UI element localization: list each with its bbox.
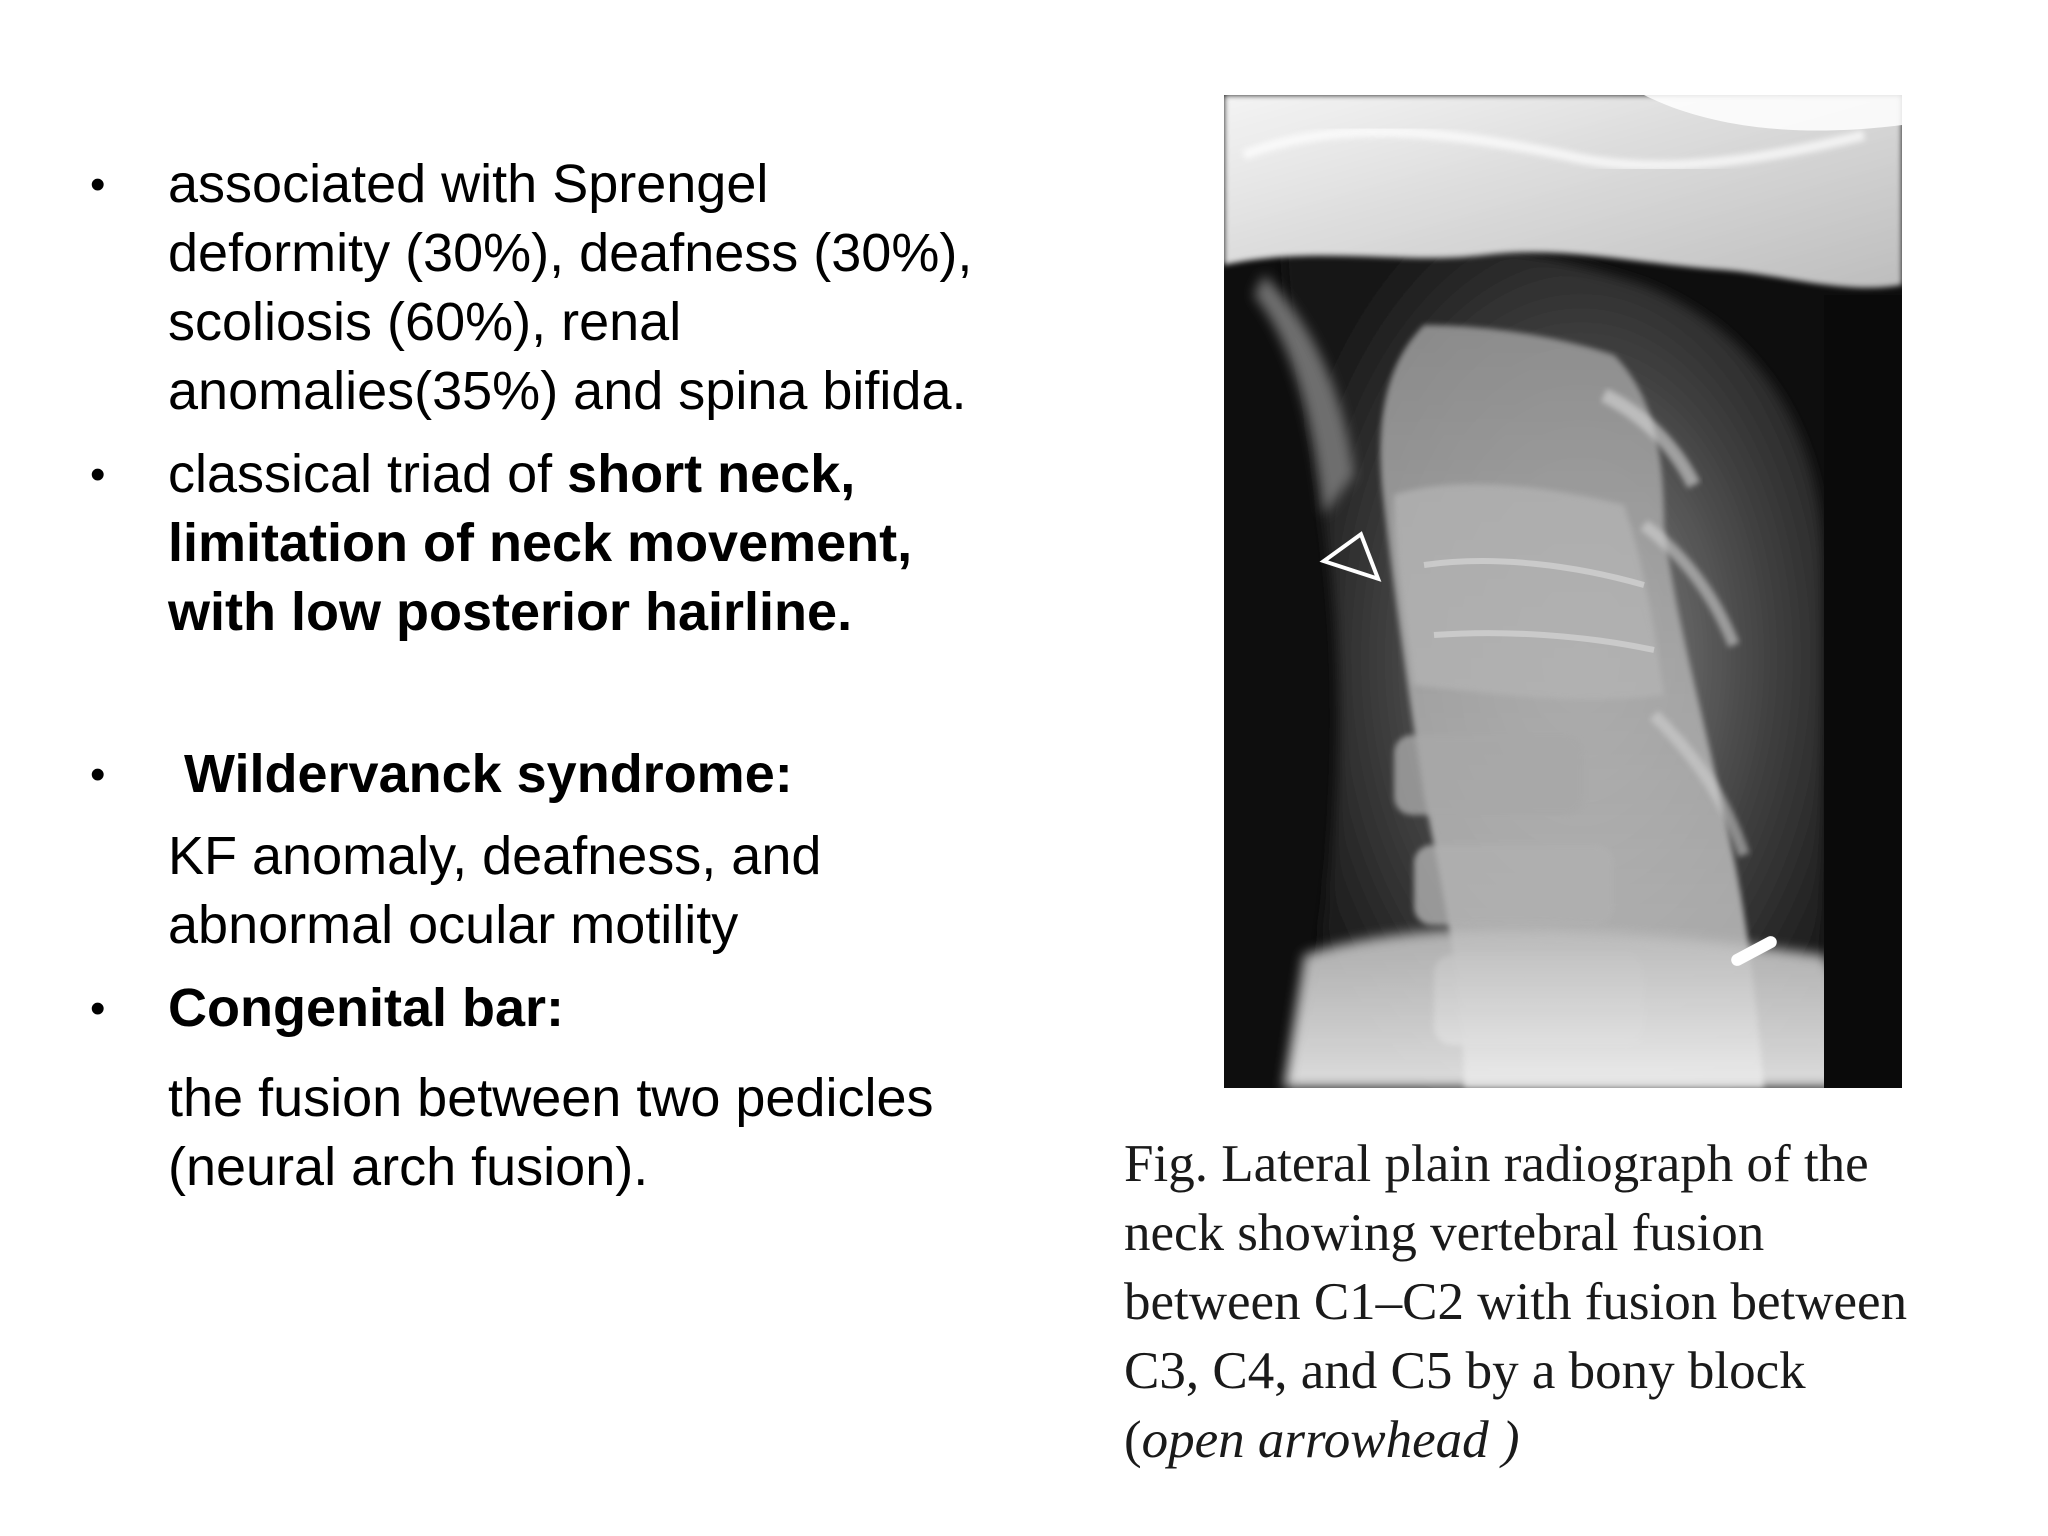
bullet-text-associations bbox=[168, 150, 972, 426]
text-line: deformity (30%), deafness (30%), bbox=[168, 223, 973, 283]
text-line: the fusion between two pedicles bbox=[168, 1068, 934, 1128]
text-line: associated with Sprengel bbox=[168, 154, 769, 214]
congenital-bar-heading: Congenital bar: bbox=[168, 978, 565, 1038]
bullet-dot: • bbox=[90, 984, 106, 1033]
text-line: KF anomaly, deafness, and bbox=[168, 826, 822, 886]
bullet-text-classical-triad bbox=[168, 440, 912, 647]
caption-paren: ( bbox=[1124, 1411, 1142, 1469]
caption-line: neck showing vertebral fusion bbox=[1124, 1204, 1765, 1262]
caption-line: Fig. Lateral plain radiograph of the bbox=[1124, 1135, 1869, 1193]
bullet-dot: • bbox=[90, 750, 106, 799]
radiograph-image bbox=[1224, 95, 1902, 1088]
text-line bbox=[168, 440, 912, 509]
figure-caption bbox=[1124, 1130, 2024, 1475]
triad-bold-text: short neck, bbox=[567, 444, 856, 504]
text-line: anomalies(35%) and spina bifida. bbox=[168, 361, 967, 421]
triad-prefix: classical triad of bbox=[168, 444, 568, 504]
radiograph-drawing bbox=[1224, 95, 1902, 1088]
text-line: scoliosis (60%), renal bbox=[168, 292, 682, 352]
triad-bold-text: limitation of neck movement, bbox=[168, 513, 913, 573]
caption-line bbox=[1124, 1406, 2024, 1475]
text-line: abnormal ocular motility bbox=[168, 895, 739, 955]
bullet-dot: • bbox=[90, 450, 106, 499]
caption-line: C3, C4, and C5 by a bony block bbox=[1124, 1342, 1806, 1400]
text-line: (neural arch fusion). bbox=[168, 1137, 649, 1197]
bullet-text-wildervanck bbox=[168, 822, 821, 960]
wildervanck-heading: Wildervanck syndrome: bbox=[184, 744, 793, 804]
bullet-dot: • bbox=[90, 160, 106, 209]
triad-bold-text: with low posterior hairline. bbox=[168, 582, 853, 642]
caption-line: between C1–C2 with fusion between bbox=[1124, 1273, 1908, 1331]
bullet-text-congenital-bar bbox=[168, 1064, 934, 1202]
caption-italic: open arrowhead ) bbox=[1141, 1411, 1520, 1469]
